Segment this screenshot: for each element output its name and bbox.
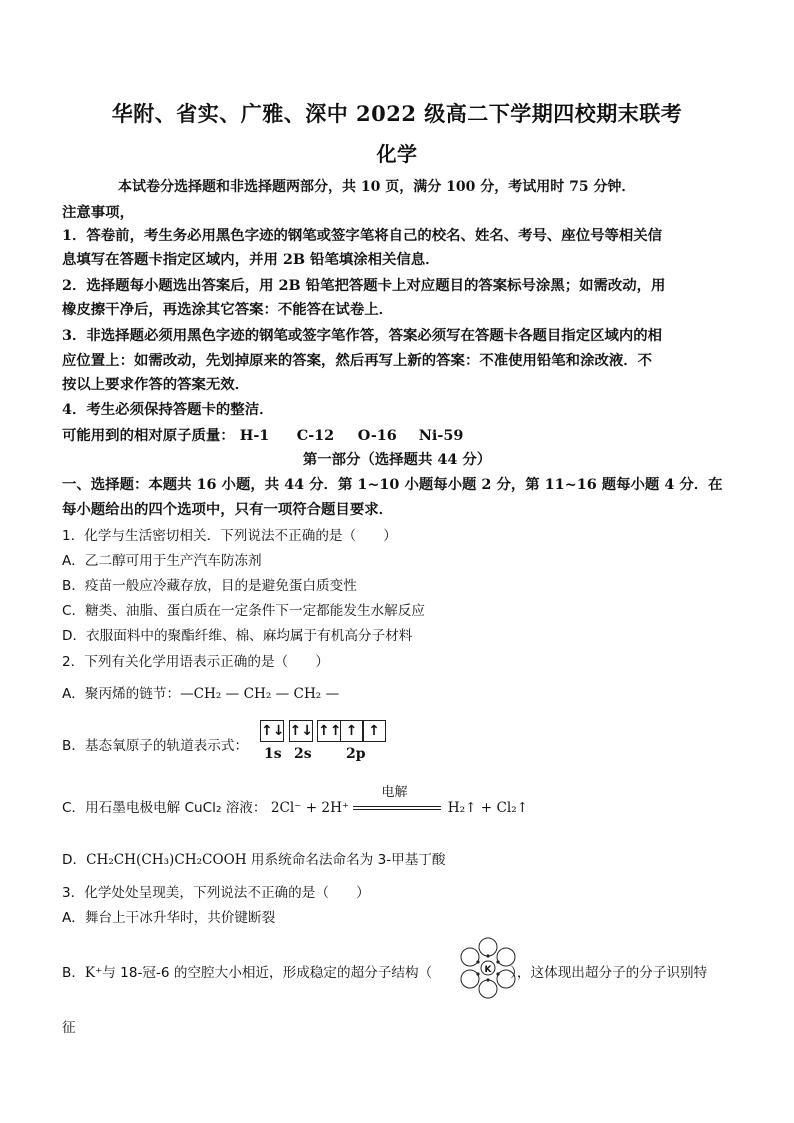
orbital-box-2s: ↑↓ bbox=[289, 720, 313, 742]
q2-a-prefix: A．聚丙烯的链节： bbox=[62, 686, 181, 702]
q3-stem: 3．化学处处呈现美，下列说法不正确的是（ ） bbox=[62, 885, 370, 901]
q3-b-text1: 与 18-冠-6 的空腔大小相近，形成稳定的超分子结构（ bbox=[102, 965, 433, 981]
oxygen-orbital-diagram bbox=[260, 720, 400, 770]
part1-heading: 第一部分（选择题共 44 分） bbox=[302, 451, 492, 468]
crown-ether-structure bbox=[450, 935, 526, 1001]
q3-option-b bbox=[62, 961, 734, 981]
orbital-box-2p: ↑ bbox=[340, 720, 364, 742]
q3-b-prefix: B． bbox=[62, 965, 85, 981]
note-line: 3．非选择题必须用黑色字迹的钢笔或签字笔作答，答案必须写在答题卡各题目指定区域内的相 bbox=[62, 327, 663, 344]
q2-stem: 2．下列有关化学用语表示正确的是（ ） bbox=[62, 654, 329, 670]
crown-center-label: K bbox=[484, 965, 492, 975]
electrolysis-reactants: 2Cl⁻ + 2H⁺ bbox=[270, 800, 350, 816]
q1-option-c: C．糖类、油脂、蛋白质在一定条件下一定都能发生水解反应 bbox=[62, 603, 425, 619]
atomic-mass-line bbox=[62, 424, 734, 445]
orbital-label-1s: 1s bbox=[264, 746, 282, 762]
polypropylene-formula: —CH₂ — CH₂ — CH₂ — bbox=[180, 686, 340, 702]
note-line: 2．选择题每小题选出答案后，用 2B 铅笔把答题卡上对应题目的答案标号涂黑；如需改动，用 bbox=[62, 277, 666, 294]
electrolysis-products: H₂↑ + Cl₂↑ bbox=[447, 800, 529, 816]
atomic-mass-ni: Ni-59 bbox=[418, 427, 464, 444]
notes-heading: 注意事项， bbox=[62, 204, 134, 221]
orbital-box-1s: ↑↓ bbox=[260, 720, 284, 742]
q2-c-prefix: C．用石墨电极电解 CuCl₂ 溶液： bbox=[62, 800, 267, 816]
note-line: 1．答卷前，考生务必用黑色字迹的钢笔或签字笔将自己的校名、姓名、考号、座位号等相关信 bbox=[62, 227, 663, 244]
orbital-box-2p: ↑↑ bbox=[317, 720, 341, 742]
note-line: 按以上要求作答的答案无效． bbox=[62, 376, 250, 393]
atomic-mass-c: C-12 bbox=[296, 427, 335, 444]
q1-option-a: A．乙二醇可用于生产汽车防冻剂 bbox=[62, 553, 262, 569]
note-line: 4．考生必须保持答题卡的整洁． bbox=[62, 401, 274, 418]
q2-b-prefix: B．基态氧原子的轨道表示式： bbox=[62, 738, 249, 754]
q2-option-c bbox=[62, 785, 734, 816]
q1-option-d: D．衣服面料中的聚酯纤维、棉、麻均属于有机高分子材料 bbox=[62, 628, 413, 644]
d-text: 用系统命名法命名为 3-甲基丁酸 bbox=[250, 852, 446, 868]
q1-stem: 1．化学与生活密切相关．下列说法不正确的是（ ） bbox=[62, 528, 397, 544]
q2-d-prefix: D． bbox=[62, 852, 87, 868]
atomic-mass-h: H-1 bbox=[239, 427, 270, 444]
orbital-label-2p: 2p bbox=[346, 746, 366, 762]
q2-option-d bbox=[62, 848, 734, 868]
part1-instruction: 每小题给出的四个选项中，只有一项符合题目要求． bbox=[62, 501, 393, 518]
orbital-label-2s: 2s bbox=[294, 746, 312, 762]
q2-option-a bbox=[62, 682, 734, 702]
orbital-box-2p: ↑ bbox=[362, 720, 386, 742]
note-line: 橡皮擦干净后，再选涂其它答案：不能答在试卷上． bbox=[62, 301, 393, 318]
q3-b-text2: ），这体现出超分子的分子识别特 bbox=[510, 965, 708, 981]
q3-option-a: A．舞台上干冰升华时，共价键断裂 bbox=[62, 910, 276, 926]
q3-b-wrap: 征 bbox=[62, 1020, 76, 1036]
atomic-mass-label: 可能用到的相对原子质量： bbox=[62, 427, 235, 444]
part1-instruction: 一、选择题：本题共 16 小题，共 44 分．第 1~10 小题每小题 2 分，第 11~16 题每小题 4 分．在 bbox=[62, 476, 723, 493]
note-line: 息填写在答题卡指定区域内，并用 2B 铅笔填涂相关信息． bbox=[62, 251, 440, 268]
intro-text: 本试卷分选择题和非选择题两部分，共 10 页，满分 100 分，考试用时 75 分钟． bbox=[118, 179, 636, 195]
subject-title: 化学 bbox=[376, 142, 418, 166]
q1-option-b: B．疫苗一般应冷藏存放，目的是避免蛋白质变性 bbox=[62, 578, 357, 594]
d-formula: CH₂CH(CH₃)CH₂COOH bbox=[86, 852, 247, 868]
electrolysis-arrow bbox=[353, 785, 443, 815]
electrolysis-condition: 电解 bbox=[381, 785, 408, 800]
potassium-ion: K⁺ bbox=[84, 965, 103, 981]
atomic-mass-o: O-16 bbox=[357, 427, 397, 444]
note-line: 应位置上：如需改动，先划掉原来的答案，然后再写上新的答案：不准使用铅笔和涂改液．不 bbox=[62, 352, 653, 369]
exam-title: 华附、省实、广雅、深中 2022 级高二下学期四校期末联考 bbox=[111, 101, 683, 126]
